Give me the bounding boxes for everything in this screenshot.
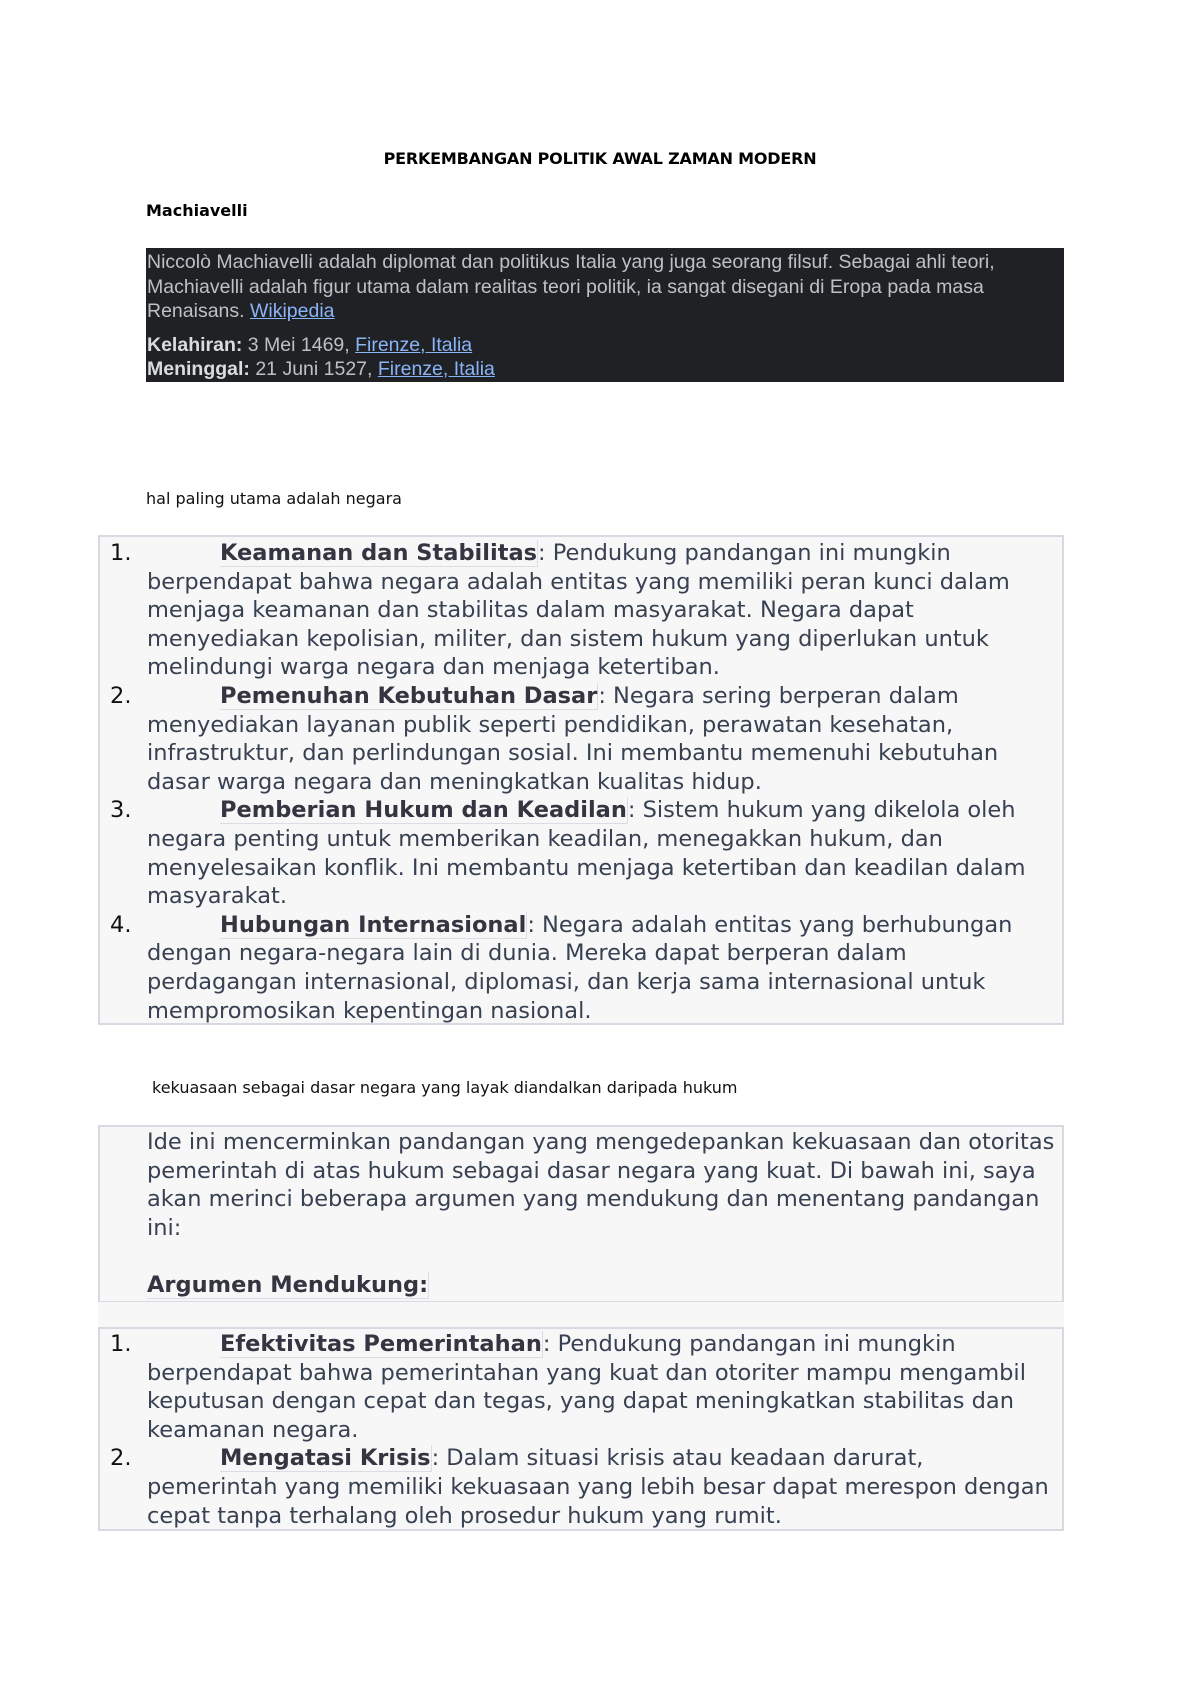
argumen-heading-text: Argumen Mendukung: bbox=[147, 1272, 429, 1299]
wikipedia-link[interactable]: Wikipedia bbox=[249, 300, 335, 322]
list-term: Keamanan dan Stabilitas bbox=[220, 540, 538, 566]
death-fact bbox=[147, 357, 1062, 381]
list-number: 4. bbox=[110, 911, 132, 938]
birth-date: 3 Mei 1469, bbox=[242, 333, 356, 356]
list-term: Mengatasi Krisis bbox=[220, 1445, 431, 1472]
list-item bbox=[100, 539, 1062, 682]
state-roles-box bbox=[98, 535, 1064, 1025]
wiki-summary-text: Niccolò Machiavelli adalah diplomat dan politikus Italia yang juga seorang filsuf. Sebagai ahli teori, Machiavelli adalah figur utama dalam realitas teori politik, ia sangat disegani di Eropa pada masa Renaisans. bbox=[147, 251, 995, 322]
death-label: Meninggal: bbox=[147, 357, 250, 380]
shaded-gap bbox=[98, 1302, 1064, 1330]
list-term: Hubungan Internasional bbox=[220, 911, 527, 938]
note-state-priority: hal paling utama adalah negara bbox=[146, 489, 402, 508]
argumen-heading bbox=[147, 1271, 1058, 1300]
list-number: 2. bbox=[110, 682, 132, 709]
list-text: : Dalam situasi krisis atau keadaan darurat, pemerintah yang memiliki kekuasaan yang lebih besar dapat merespon dengan cepat tanpa terhalang oleh prosedur hukum yang rumit. bbox=[147, 1445, 1049, 1529]
death-place-link[interactable]: Firenze, Italia bbox=[377, 357, 495, 380]
list-term: Efektivitas Pemerintahan bbox=[220, 1331, 542, 1357]
list-number: 2. bbox=[110, 1445, 132, 1472]
list-text: : Negara adalah entitas yang berhubungan dengan negara-negara lain di dunia. Mereka dapat berperan dalam perdagangan internasional, diplomasi, dan kerja sama internasional untuk mempromosikan kepentingan nasional. bbox=[147, 911, 1013, 1024]
supporting-arguments-list bbox=[100, 1330, 1062, 1530]
wiki-knowledge-card bbox=[146, 248, 1064, 382]
state-roles-list bbox=[100, 539, 1062, 1025]
list-text: : Pendukung pandangan ini mungkin berpendapat bahwa pemerintahan yang kuat dan otoriter mampu mengambil keputusan dengan cepat dan tegas, yang dapat meningkatkan stabilitas dan keamanan negara. bbox=[147, 1331, 1026, 1443]
section-heading: Machiavelli bbox=[146, 201, 248, 220]
list-number: 1. bbox=[110, 540, 132, 566]
list-item bbox=[100, 682, 1062, 796]
list-term: Pemenuhan Kebutuhan Dasar bbox=[220, 682, 598, 709]
list-text: : Sistem hukum yang dikelola oleh negara penting untuk memberikan keadilan, menegakkan hukum, dan menyelesaikan konflik. Ini membantu menjaga ketertiban dan keadilan dalam masyarakat. bbox=[147, 797, 1026, 910]
birth-fact bbox=[147, 333, 1062, 357]
list-item bbox=[100, 796, 1062, 910]
list-term: Pemberian Hukum dan Keadilan bbox=[220, 797, 627, 824]
note-power-over-law: kekuasaan sebagai dasar negara yang layak diandalkan daripada hukum bbox=[152, 1078, 738, 1097]
list-item bbox=[100, 1330, 1062, 1444]
death-date: 21 Juni 1527, bbox=[249, 357, 378, 380]
wiki-summary bbox=[147, 250, 1062, 324]
power-intro-box bbox=[98, 1125, 1064, 1303]
list-number: 1. bbox=[110, 1331, 132, 1357]
list-text: : Negara sering berperan dalam menyediakan layanan publik seperti pendidikan, perawatan kesehatan, infrastruktur, dan perlindungan sosial. Ini membantu memenuhi kebutuhan dasar warga negara dan meningkatkan kualitas hidup. bbox=[147, 682, 999, 795]
intro-paragraph: Ide ini mencerminkan pandangan yang mengedepankan kekuasaan dan otoritas pemerintah di atas hukum sebagai dasar negara yang kuat. Di bawah ini, saya akan merinci beberapa argumen yang mendukung dan menentang pandangan ini: bbox=[147, 1129, 1055, 1241]
list-item bbox=[100, 1444, 1062, 1530]
list-text: : Pendukung pandangan ini mungkin berpendapat bahwa negara adalah entitas yang memiliki peran kunci dalam menjaga keamanan dan stabilitas dalam masyarakat. Negara dapat menyediakan kepolisian, militer, dan sistem hukum yang diperlukan untuk melindungi warga negara dan menjaga ketertiban. bbox=[147, 540, 1010, 681]
supporting-arguments-box bbox=[98, 1327, 1064, 1531]
birth-label: Kelahiran: bbox=[147, 333, 243, 356]
list-number: 3. bbox=[110, 797, 132, 824]
document-title: PERKEMBANGAN POLITIK AWAL ZAMAN MODERN bbox=[383, 149, 817, 168]
list-item bbox=[100, 911, 1062, 1025]
birth-place-link[interactable]: Firenze, Italia bbox=[355, 333, 473, 356]
